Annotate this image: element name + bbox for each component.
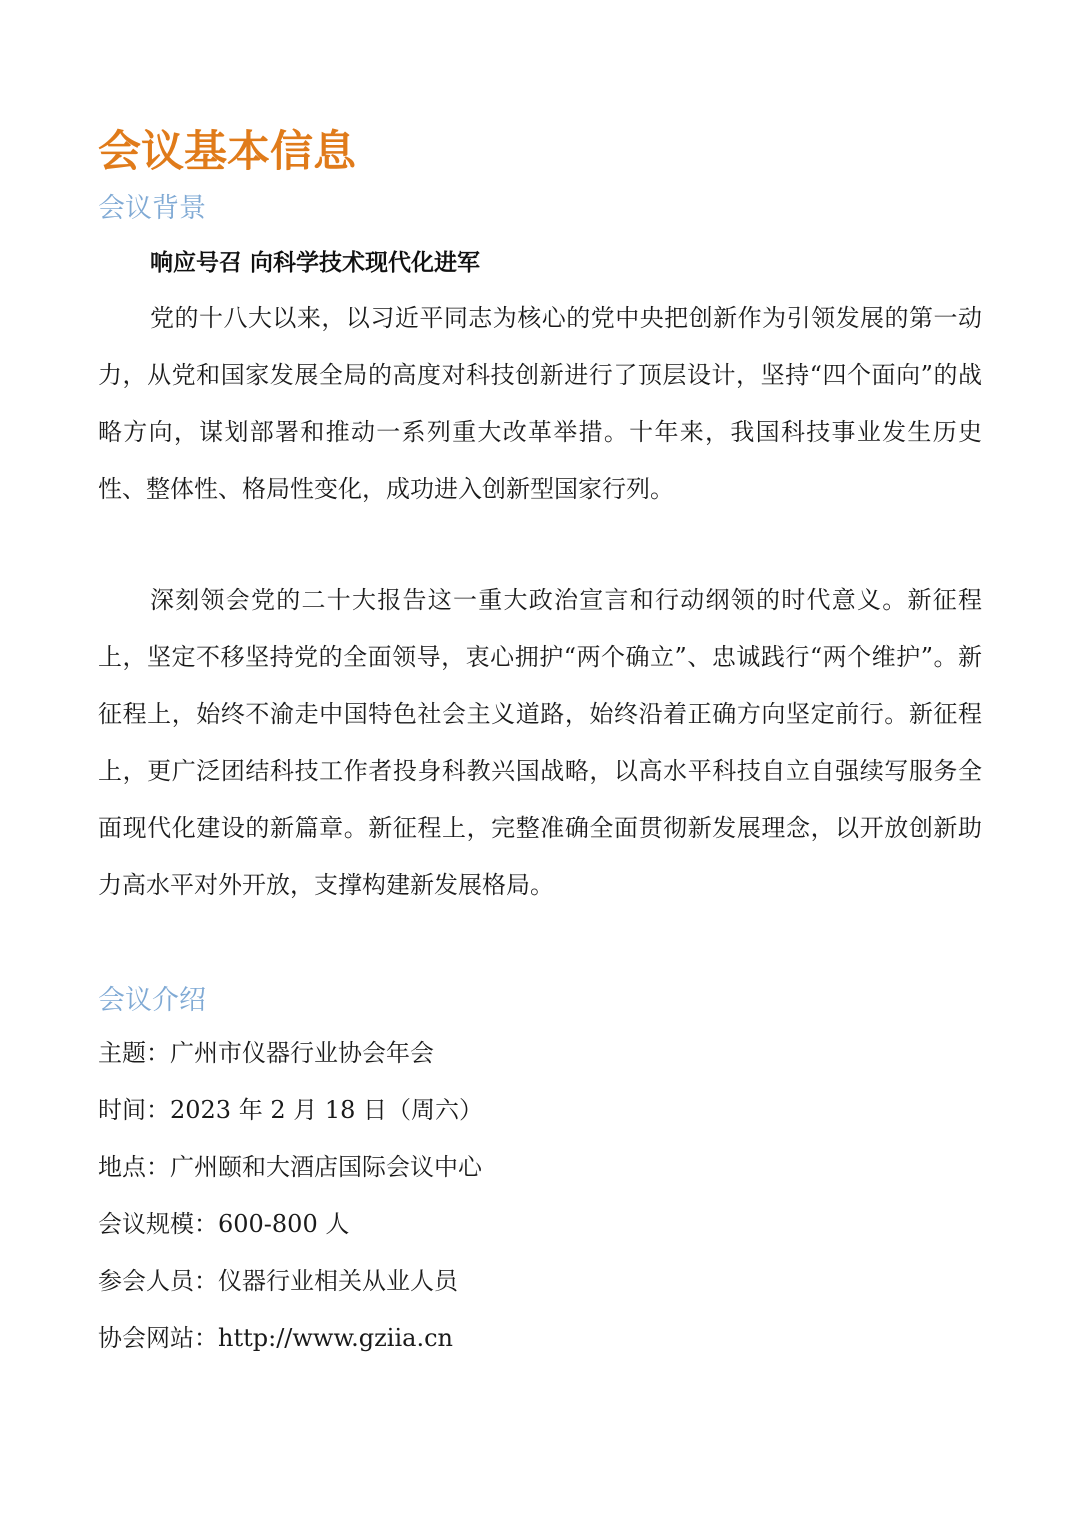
info-website: 协会网站：http://www.gziia.cn bbox=[98, 1324, 453, 1352]
intro-heading: 会议介绍 bbox=[98, 985, 206, 1016]
info-scale: 会议规模：600-800 人 bbox=[98, 1210, 350, 1238]
background-paragraph-1: 党的十八大以来，以习近平同志为核心的党中央把创新作为引领发展的第一动力，从党和国家发展全局的高度对科技创新进行了顶层设计，坚持“四个面向”的战略方向，谋划部署和推动一系列重大改革举措。十年来，我国科技事业发生历史性、整体性、格局性变化，成功进入创新型国家行列。 bbox=[98, 304, 982, 503]
background-heading: 会议背景 bbox=[98, 193, 206, 224]
background-subtitle: 响应号召 向科学技术现代化进军 bbox=[150, 250, 481, 276]
info-attendees: 参会人员：仪器行业相关从业人员 bbox=[98, 1267, 458, 1295]
page-title: 会议基本信息 bbox=[98, 127, 356, 177]
info-theme: 主题：广州市仪器行业协会年会 bbox=[98, 1039, 434, 1067]
info-time: 时间：2023 年 2 月 18 日（周六） bbox=[98, 1096, 484, 1124]
meeting-info-list bbox=[98, 1030, 483, 1372]
background-paragraph-2: 深刻领会党的二十大报告这一重大政治宣言和行动纲领的时代意义。新征程上，坚定不移坚持党的全面领导，衷心拥护“两个确立”、忠诚践行“两个维护”。新征程上，始终不渝走中国特色社会主义道路，始终沿着正确方向坚定前行。新征程上，更广泛团结科技工作者投身科教兴国战略，以高水平科技自立自强续写服务全面现代化建设的新篇章。新征程上，完整准确全面贯彻新发展理念，以开放创新助力高水平对外开放，支撑构建新发展格局。 bbox=[98, 586, 982, 899]
info-location: 地点：广州颐和大酒店国际会议中心 bbox=[98, 1153, 482, 1181]
